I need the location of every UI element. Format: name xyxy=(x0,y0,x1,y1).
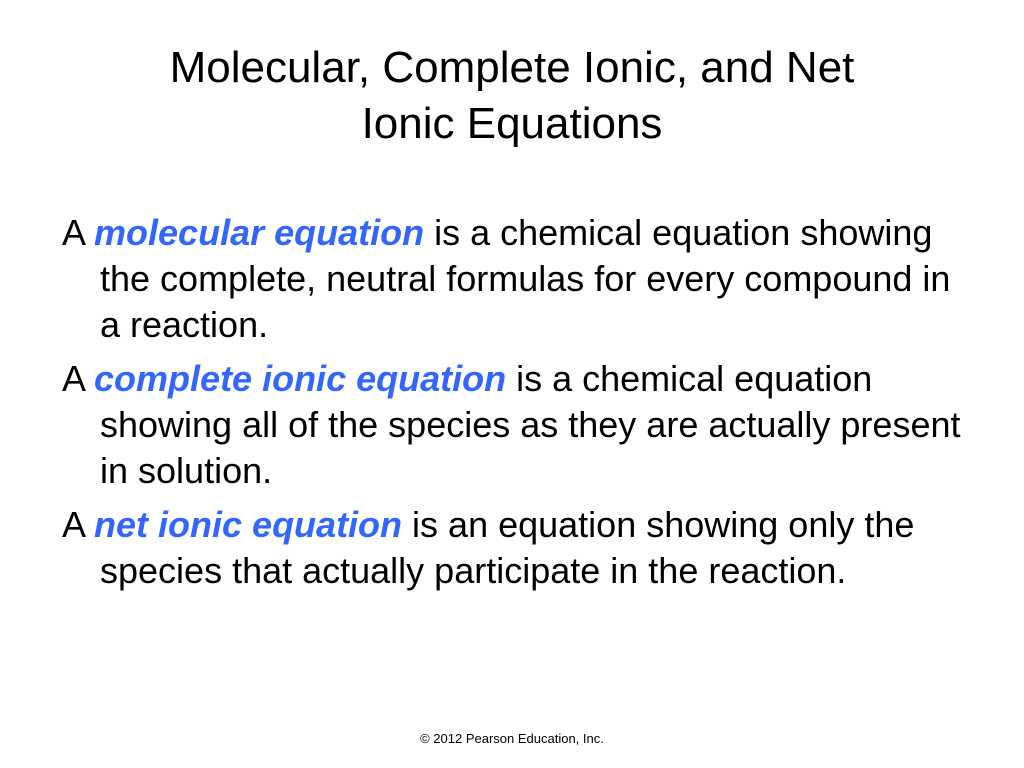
definition-complete-ionic-equation xyxy=(62,356,962,494)
definition-text: is an equation showing only the species that actually participate in the reaction. xyxy=(100,504,915,591)
definition-text: is a chemical equation showing the complete, neutral formulas for every compound in a reaction. xyxy=(100,212,951,345)
definition-lead: A xyxy=(62,504,95,545)
slide-title-line-2: Ionic Equations xyxy=(361,99,663,148)
copyright-footer: © 2012 Pearson Education, Inc. xyxy=(420,731,604,746)
definition-lead: A xyxy=(62,212,95,253)
definition-molecular-equation xyxy=(62,210,962,348)
slide-body xyxy=(62,210,962,602)
term-net-ionic-equation: net ionic equation xyxy=(94,504,403,545)
slide-title xyxy=(60,40,964,152)
definition-text: is a chemical equation showing all of the species as they are actually present in solution. xyxy=(100,358,961,491)
definition-lead: A xyxy=(62,358,95,399)
term-molecular-equation: molecular equation xyxy=(94,212,425,253)
slide-title-line-1: Molecular, Complete Ionic, and Net xyxy=(169,43,855,92)
definition-net-ionic-equation xyxy=(62,502,962,594)
term-complete-ionic-equation: complete ionic equation xyxy=(94,358,507,399)
